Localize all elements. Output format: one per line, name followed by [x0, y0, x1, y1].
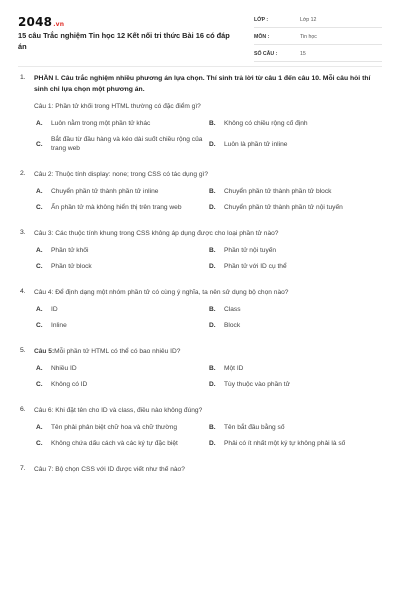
option-label: A. [36, 247, 43, 254]
options [36, 119, 382, 160]
question-item-3 [18, 229, 382, 278]
option-label: C. [36, 140, 43, 148]
option-b[interactable] [209, 119, 382, 128]
option-text: Tên bắt đầu bằng số [224, 424, 285, 431]
question-text: Câu 2: Thuộc tính display: none; trong CSS có tác dụng gì? [34, 171, 208, 178]
meta-label-class: LỚP : [254, 17, 269, 23]
option-label: D. [209, 322, 216, 329]
site-logo[interactable] [18, 15, 64, 29]
question-body: Mỗi phần tử HTML có thể có bao nhiêu ID? [54, 348, 181, 355]
options [36, 364, 382, 396]
option-label: D. [209, 140, 216, 148]
option-label: D. [209, 204, 216, 211]
option-label: C. [36, 440, 43, 447]
option-label: D. [209, 381, 216, 388]
question-text: Câu 7: Bộ chọn CSS với ID được viết như thế nào? [34, 466, 185, 473]
option-text: Tùy thuộc vào phần tử [224, 381, 290, 388]
option-label: C. [36, 204, 43, 211]
item-number: 7. [20, 465, 26, 472]
option-label: D. [209, 263, 216, 270]
spacer [18, 278, 382, 288]
option-d[interactable] [209, 203, 382, 212]
option-d[interactable] [209, 135, 382, 153]
option-text: Phần tử khối [51, 247, 89, 254]
item-number: 6. [20, 406, 26, 413]
option-label: A. [36, 188, 43, 195]
spacer [18, 396, 382, 406]
option-text: Inline [51, 322, 67, 329]
option-d[interactable] [209, 321, 382, 330]
option-label: A. [36, 120, 43, 127]
option-text: Không có chiều rộng cố định [224, 120, 308, 127]
option-text: Phần tử nội tuyến [224, 247, 277, 254]
option-a[interactable] [36, 187, 209, 196]
option-text: Tên phải phân biệt chữ hoa và chữ thường [51, 424, 178, 431]
option-label: B. [209, 120, 216, 127]
option-b[interactable] [209, 364, 382, 373]
question-text: Câu 4: Để định dạng một nhóm phần tử có cùng ý nghĩa, ta nên sử dụng bộ chọn nào? [34, 289, 289, 296]
question-list [18, 74, 382, 474]
option-b[interactable] [209, 423, 382, 432]
option-b[interactable] [209, 246, 382, 255]
logo-text: 2048 [18, 15, 53, 29]
option-text: Phải có ít nhất một ký tự không phải là số [224, 440, 346, 447]
option-label: D. [209, 440, 216, 447]
option-text: Một ID [224, 365, 244, 372]
question-item-6 [18, 406, 382, 455]
option-d[interactable] [209, 439, 382, 448]
option-c[interactable] [36, 321, 209, 330]
options [36, 246, 382, 278]
option-text: Class [224, 306, 241, 313]
meta-label-subject: MÔN : [254, 34, 270, 40]
meta-row-class [254, 14, 382, 28]
spacer [18, 337, 382, 347]
option-label: B. [209, 188, 216, 195]
options [36, 305, 382, 337]
option-c[interactable] [36, 262, 209, 271]
logo-suffix: .vn [53, 21, 65, 28]
item-number: 5. [20, 347, 26, 354]
option-label: B. [209, 247, 216, 254]
option-a[interactable] [36, 305, 209, 314]
question-item-5 [18, 347, 382, 396]
item-number: 2. [20, 170, 26, 177]
option-label: C. [36, 263, 43, 270]
question-text: Câu 6: Khi đặt tên cho ID và class, điều nào không đúng? [34, 407, 203, 414]
part-instructions: PHẦN I. Câu trắc nghiệm nhiều phương án lựa chọn. Thí sinh trả lời từ câu 1 đến câu 10. Mỗi câu hỏi thí sinh chỉ lựa chọn một phương án. [34, 75, 371, 93]
option-a[interactable] [36, 119, 209, 128]
option-a[interactable] [36, 364, 209, 373]
option-text: Block [224, 322, 241, 329]
option-label: B. [209, 365, 216, 372]
option-text: Phần tử block [51, 263, 92, 270]
question-item-4 [18, 288, 382, 337]
item-number: 3. [20, 229, 26, 236]
option-text: Chuyển phần tử thành phần tử block [224, 188, 332, 195]
question-item-7 [18, 465, 382, 474]
document-meta [254, 14, 382, 65]
option-d[interactable] [209, 380, 382, 389]
option-a[interactable] [36, 246, 209, 255]
option-text: Chuyển phần tử thành phần tử inline [51, 188, 159, 195]
option-c[interactable] [36, 439, 209, 448]
option-a[interactable] [36, 423, 209, 432]
meta-row-count [254, 48, 382, 62]
spacer [18, 455, 382, 465]
option-c[interactable] [36, 135, 209, 153]
option-label: B. [209, 424, 216, 431]
option-text: Luôn là phần tử inline [224, 140, 288, 148]
option-text: Chuyển phần tử thành phần tử nội tuyến [224, 204, 343, 211]
option-label: C. [36, 322, 43, 329]
option-text: Không có ID [51, 381, 88, 388]
option-c[interactable] [36, 203, 209, 212]
spacer [18, 219, 382, 229]
options [36, 187, 382, 219]
option-label: A. [36, 365, 43, 372]
option-text: Bắt đầu từ đầu hàng và kéo dài suốt chiều rộng của trang web [51, 136, 203, 152]
question-item-1 [18, 74, 382, 160]
option-label: B. [209, 306, 216, 313]
option-label: A. [36, 306, 43, 313]
meta-value-count: 15 [300, 51, 306, 57]
question-item-2 [18, 170, 382, 219]
option-c[interactable] [36, 380, 209, 389]
spacer [18, 160, 382, 170]
option-label: A. [36, 424, 43, 431]
page-header [18, 12, 382, 60]
meta-label-count: SỐ CÂU : [254, 51, 278, 57]
option-b[interactable] [209, 187, 382, 196]
question-text: Câu 3: Các thuộc tính khung trong CSS không áp dụng được cho loại phần tử nào? [34, 230, 279, 237]
meta-value-class: Lớp 12 [300, 17, 317, 23]
options [36, 423, 382, 455]
header-divider [18, 66, 382, 67]
document-title: 15 câu Trắc nghiệm Tin học 12 Kết nối tri thức Bài 16 có đáp án [18, 31, 230, 51]
option-b[interactable] [209, 305, 382, 314]
meta-row-subject [254, 31, 382, 45]
item-number: 4. [20, 288, 26, 295]
option-label: C. [36, 381, 43, 388]
option-text: Không chứa dấu cách và các ký tự đặc biệt [51, 440, 178, 447]
question-label: Câu 5: [34, 348, 55, 355]
item-number: 1. [20, 74, 26, 81]
option-text: ID [51, 306, 58, 313]
option-text: Nhiều ID [51, 365, 77, 372]
option-text: Phần tử với ID cụ thể [224, 263, 287, 270]
question-text: Câu 1: Phần tử khối trong HTML thường có đặc điểm gì? [34, 103, 201, 110]
option-text: Luôn nằm trong một phần tử khác [51, 120, 151, 127]
option-text: Ẩn phần tử mà không hiển thị trên trang web [51, 204, 182, 211]
question-text [34, 347, 382, 356]
meta-value-subject: Tin học [300, 34, 317, 40]
option-d[interactable] [209, 262, 382, 271]
